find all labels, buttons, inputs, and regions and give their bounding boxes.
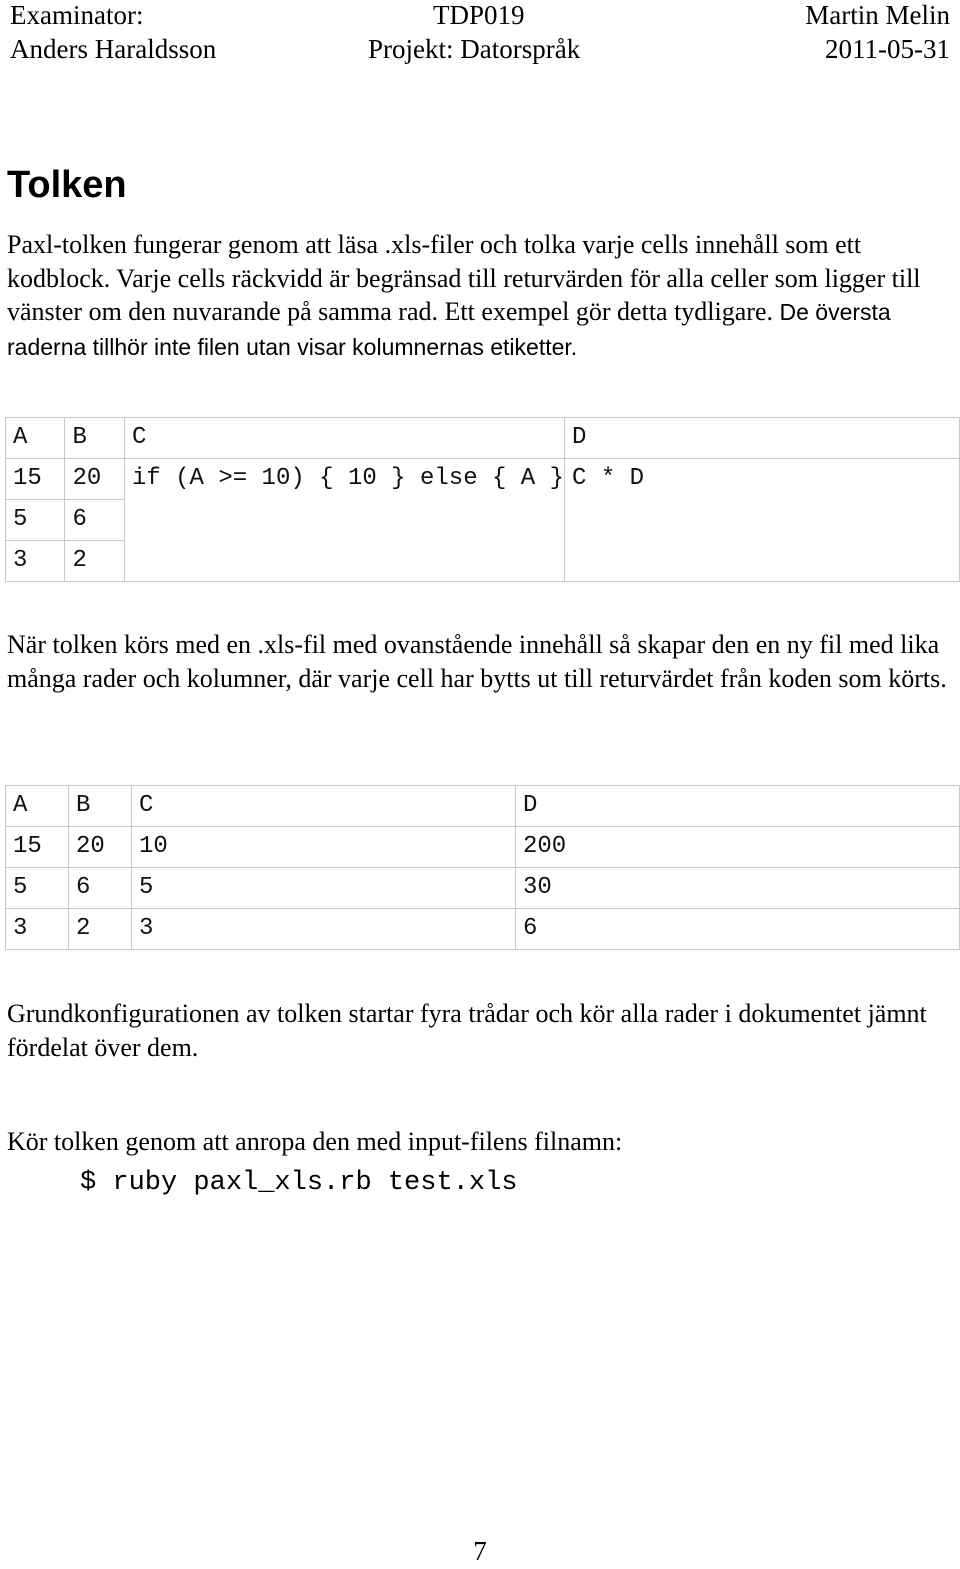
- document-date: 2011-05-31: [825, 34, 950, 64]
- code-cell-c: if (A >= 10) { 10 } else { A }: [124, 459, 564, 582]
- section-title: Tolken: [7, 164, 127, 206]
- table-cell: 200: [516, 827, 960, 868]
- table-cell: 10: [132, 827, 516, 868]
- header-cell: C: [132, 786, 516, 827]
- table-cell: 3: [6, 541, 65, 582]
- table-row: [6, 827, 960, 868]
- table-row: [6, 868, 960, 909]
- table-cell: 20: [69, 827, 132, 868]
- header-cell: A: [6, 418, 65, 459]
- table-cell: 6: [516, 909, 960, 950]
- table-header-row: [6, 418, 960, 459]
- examiner-label: Examinator:: [10, 0, 144, 30]
- output-table: [5, 785, 960, 950]
- page-number: 7: [473, 1536, 487, 1566]
- header-cell: A: [6, 786, 69, 827]
- table-cell: 3: [132, 909, 516, 950]
- table-cell: 6: [69, 868, 132, 909]
- command-line: $ ruby paxl_xls.rb test.xls: [80, 1168, 518, 1198]
- table-cell: 15: [6, 827, 69, 868]
- table-cell: 5: [6, 500, 65, 541]
- header-cell: C: [124, 418, 564, 459]
- table-cell: 20: [65, 459, 124, 500]
- run-paragraph: Kör tolken genom att anropa den med input-filens filnamn:: [7, 1127, 623, 1156]
- code-cell-d: C * D: [565, 459, 960, 582]
- header-cell: B: [69, 786, 132, 827]
- table-cell: 2: [65, 541, 124, 582]
- table-cell: 30: [516, 868, 960, 909]
- header-cell: B: [65, 418, 124, 459]
- result-paragraph: När tolken körs med en .xls-fil med ovanstående innehåll så skapar den en ny fil med lika många rader och kolumner, där varje cell har bytts ut till returvärdet från koden som körts.: [7, 630, 947, 693]
- examiner-name: Anders Haraldsson: [10, 34, 217, 64]
- header-cell: D: [516, 786, 960, 827]
- intro-text: Paxl-tolken fungerar genom att läsa .xls-filer och tolka varje cells innehåll som ett kodblock. Varje cells räckvidd är begränsad till returvärden för alla celler som ligger till vänster om den nuvarande på samma rad. Ett exempel gör detta tydligare.: [7, 230, 921, 326]
- table-cell: 15: [6, 459, 65, 500]
- table-header-row: [6, 786, 960, 827]
- course-code: TDP019: [433, 0, 525, 30]
- table-cell: 3: [6, 909, 69, 950]
- header-cell: D: [565, 418, 960, 459]
- table-cell: 5: [132, 868, 516, 909]
- table-cell: 5: [6, 868, 69, 909]
- intro-paragraph: [7, 228, 955, 364]
- table-cell: 2: [69, 909, 132, 950]
- project-name: Projekt: Datorspråk: [368, 34, 581, 64]
- input-table: [5, 417, 960, 582]
- author-name: Martin Melin: [805, 0, 950, 30]
- table-cell: 6: [65, 500, 124, 541]
- intro-note: De översta raderna tillhör inte filen utan visar kolumnernas etiketter.: [7, 299, 891, 360]
- threads-paragraph: Grundkonfigurationen av tolken startar fyra trådar och kör alla rader i dokumentet jämnt fördelat över dem.: [7, 999, 927, 1062]
- table-row: [6, 909, 960, 950]
- table-row: [6, 459, 960, 500]
